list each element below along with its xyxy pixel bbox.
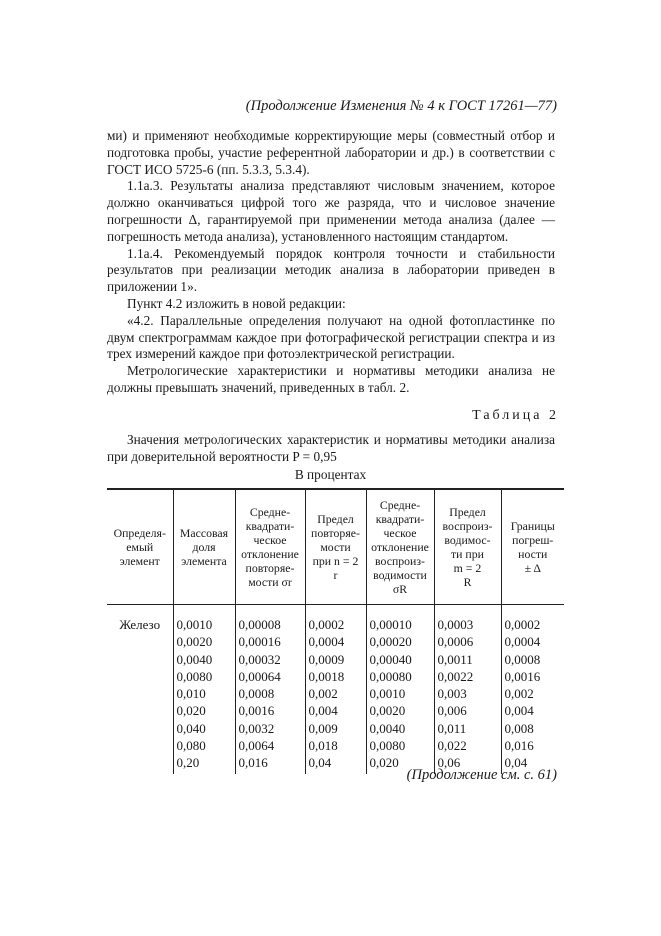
column-header-line: σR	[392, 582, 408, 596]
element-cell: Железо	[107, 605, 173, 634]
column-header-line: ± Δ	[524, 561, 541, 575]
body-text	[107, 128, 555, 397]
element-cell	[107, 633, 173, 650]
value-cell: 0,0016	[501, 668, 564, 685]
column-header-line: Определя-	[113, 526, 166, 540]
value-cell: 0,0008	[501, 651, 564, 668]
paragraph: 1.1а.3. Результаты анализа представляют числовым значением, которое должно оканчиваться цифрой того же разряда, что и числовое значение погрешности Δ, гарантируемой при применении метода анализа (далее — погрешность метода анализа), установленного настоящим стандартом.	[107, 178, 555, 244]
value-cell: 0,016	[235, 754, 305, 773]
value-cell: 0,0016	[235, 702, 305, 719]
column-header-line: m = 2	[453, 561, 482, 575]
table-label: Таблица 2	[472, 408, 559, 423]
value-cell: 0,016	[501, 737, 564, 754]
value-cell: 0,002	[305, 685, 366, 702]
value-cell: 0,00032	[235, 651, 305, 668]
value-cell: 0,0009	[305, 651, 366, 668]
value-cell: 0,004	[501, 702, 564, 719]
value-cell: 0,040	[173, 720, 235, 737]
paragraph: 1.1а.4. Рекомендуемый порядок контроля точности и стабильности результатов при реализации методик анализа в лаборатории приведен в приложении 1».	[107, 245, 555, 295]
column-header-line: квадрати-	[245, 519, 295, 533]
element-cell	[107, 754, 173, 773]
element-cell	[107, 651, 173, 668]
paragraph: «4.2. Параллельные определения получают на одной фотопластинке по двум спектрограммам каждое при фотографической регистрации спектра и из трех измерений каждое при фотоэлектрической регистрации.	[107, 312, 555, 362]
column-header-line: водимос-	[444, 533, 491, 547]
value-cell: 0,0032	[235, 720, 305, 737]
table-row	[107, 685, 564, 702]
value-cell: 0,0006	[434, 633, 501, 650]
value-cell: 0,0040	[366, 720, 434, 737]
column-header-line: элемент	[119, 554, 160, 568]
table-row	[107, 737, 564, 754]
value-cell: 0,010	[173, 685, 235, 702]
value-cell: 0,0002	[501, 605, 564, 634]
column-header-line: водимости	[373, 568, 427, 582]
column-header-line: отклонение	[371, 540, 429, 554]
element-cell	[107, 685, 173, 702]
table-row	[107, 633, 564, 650]
value-cell: 0,0010	[173, 605, 235, 634]
column-header-line: R	[463, 575, 472, 589]
column-header-line: ти при	[451, 547, 484, 561]
value-cell: 0,0010	[366, 685, 434, 702]
table-caption: Значения метрологических характеристик и нормативы методики анализа при доверительной вероятности P = 0,95	[107, 432, 555, 464]
column-header-line: ческое	[383, 526, 417, 540]
value-cell: 0,022	[434, 737, 501, 754]
element-cell	[107, 668, 173, 685]
column-header	[107, 489, 173, 605]
running-head: (Продолжение Изменения № 4 к ГОСТ 17261—77)	[245, 98, 557, 114]
column-header	[501, 489, 564, 605]
value-cell: 0,06	[434, 754, 501, 773]
value-cell: 0,020	[366, 754, 434, 773]
value-cell: 0,009	[305, 720, 366, 737]
paragraph: Метрологические характеристики и нормативы методики анализа не должны превышать значений, приведенных в табл. 2.	[107, 363, 555, 395]
element-cell	[107, 720, 173, 737]
value-cell: 0,00008	[235, 605, 305, 634]
column-header-line: ности	[518, 547, 548, 561]
element-cell	[107, 702, 173, 719]
column-header-line: воспроиз-	[442, 519, 493, 533]
value-cell: 0,00016	[235, 633, 305, 650]
value-cell: 0,0004	[501, 633, 564, 650]
paragraph: ми) и применяют необходимые корректирующие меры (совместный отбор и подготовка пробы, участие референтной лаборатории и др.) в соответствии с ГОСТ ИСО 5725-6 (пп. 5.3.3, 5.3.4).	[107, 128, 555, 177]
column-header-line: мости	[320, 540, 351, 554]
column-header-line: Границы	[510, 519, 555, 533]
value-cell: 0,04	[305, 754, 366, 773]
value-cell: 0,00080	[366, 668, 434, 685]
value-cell: 0,0008	[235, 685, 305, 702]
value-cell: 0,0040	[173, 651, 235, 668]
value-cell: 0,003	[434, 685, 501, 702]
column-header-line: элемента	[181, 554, 227, 568]
column-header-line: погреш-	[512, 533, 554, 547]
value-cell: 0,018	[305, 737, 366, 754]
metrology-table	[107, 488, 564, 774]
table-body	[107, 605, 564, 774]
value-cell: 0,0004	[305, 633, 366, 650]
column-header-line: Массовая	[179, 526, 229, 540]
value-cell: 0,0080	[173, 668, 235, 685]
column-header-line: доля	[192, 540, 216, 554]
column-header-line: ческое	[253, 533, 287, 547]
value-cell: 0,011	[434, 720, 501, 737]
value-cell: 0,00010	[366, 605, 434, 634]
value-cell: 0,0080	[366, 737, 434, 754]
value-cell: 0,0011	[434, 651, 501, 668]
table-units: В процентах	[294, 467, 367, 482]
value-cell: 0,0003	[434, 605, 501, 634]
column-header-line: отклонение	[241, 547, 299, 561]
value-cell: 0,20	[173, 754, 235, 773]
element-cell	[107, 737, 173, 754]
column-header	[434, 489, 501, 605]
value-cell: 0,04	[501, 754, 564, 773]
value-cell: 0,020	[173, 702, 235, 719]
table-row	[107, 651, 564, 668]
column-header	[366, 489, 434, 605]
value-cell: 0,0020	[173, 633, 235, 650]
column-header	[305, 489, 366, 605]
value-cell: 0,00020	[366, 633, 434, 650]
table-row	[107, 702, 564, 719]
column-header-line: емый	[126, 540, 154, 554]
column-header-line: воспроиз-	[375, 554, 425, 568]
column-header	[235, 489, 305, 605]
column-header	[173, 489, 235, 605]
continuation-note: (Продолжение см. с. 61)	[406, 767, 557, 783]
column-header-line: Средне-	[249, 505, 291, 519]
table-row	[107, 605, 564, 634]
column-header-line: при n = 2	[312, 554, 359, 568]
value-cell: 0,002	[501, 685, 564, 702]
value-cell: 0,0018	[305, 668, 366, 685]
column-header-line: Предел	[449, 505, 486, 519]
table-header-row	[107, 489, 564, 605]
value-cell: 0,0022	[434, 668, 501, 685]
value-cell: 0,00040	[366, 651, 434, 668]
value-cell: 0,008	[501, 720, 564, 737]
column-header-line: повторяе-	[245, 561, 295, 575]
value-cell: 0,004	[305, 702, 366, 719]
column-header-line: повторяе-	[311, 526, 360, 540]
value-cell: 0,080	[173, 737, 235, 754]
value-cell: 0,0020	[366, 702, 434, 719]
column-header-line: мости σr	[248, 575, 292, 589]
table-row	[107, 668, 564, 685]
paragraph: Пункт 4.2 изложить в новой редакции:	[127, 295, 346, 311]
value-cell: 0,0002	[305, 605, 366, 634]
column-header-line: r	[333, 568, 338, 582]
table-row	[107, 720, 564, 737]
value-cell: 0,0064	[235, 737, 305, 754]
column-header-line: Средне-	[379, 498, 421, 512]
column-header-line: Предел	[317, 512, 354, 526]
column-header-line: квадрати-	[375, 512, 425, 526]
value-cell: 0,006	[434, 702, 501, 719]
value-cell: 0,00064	[235, 668, 305, 685]
